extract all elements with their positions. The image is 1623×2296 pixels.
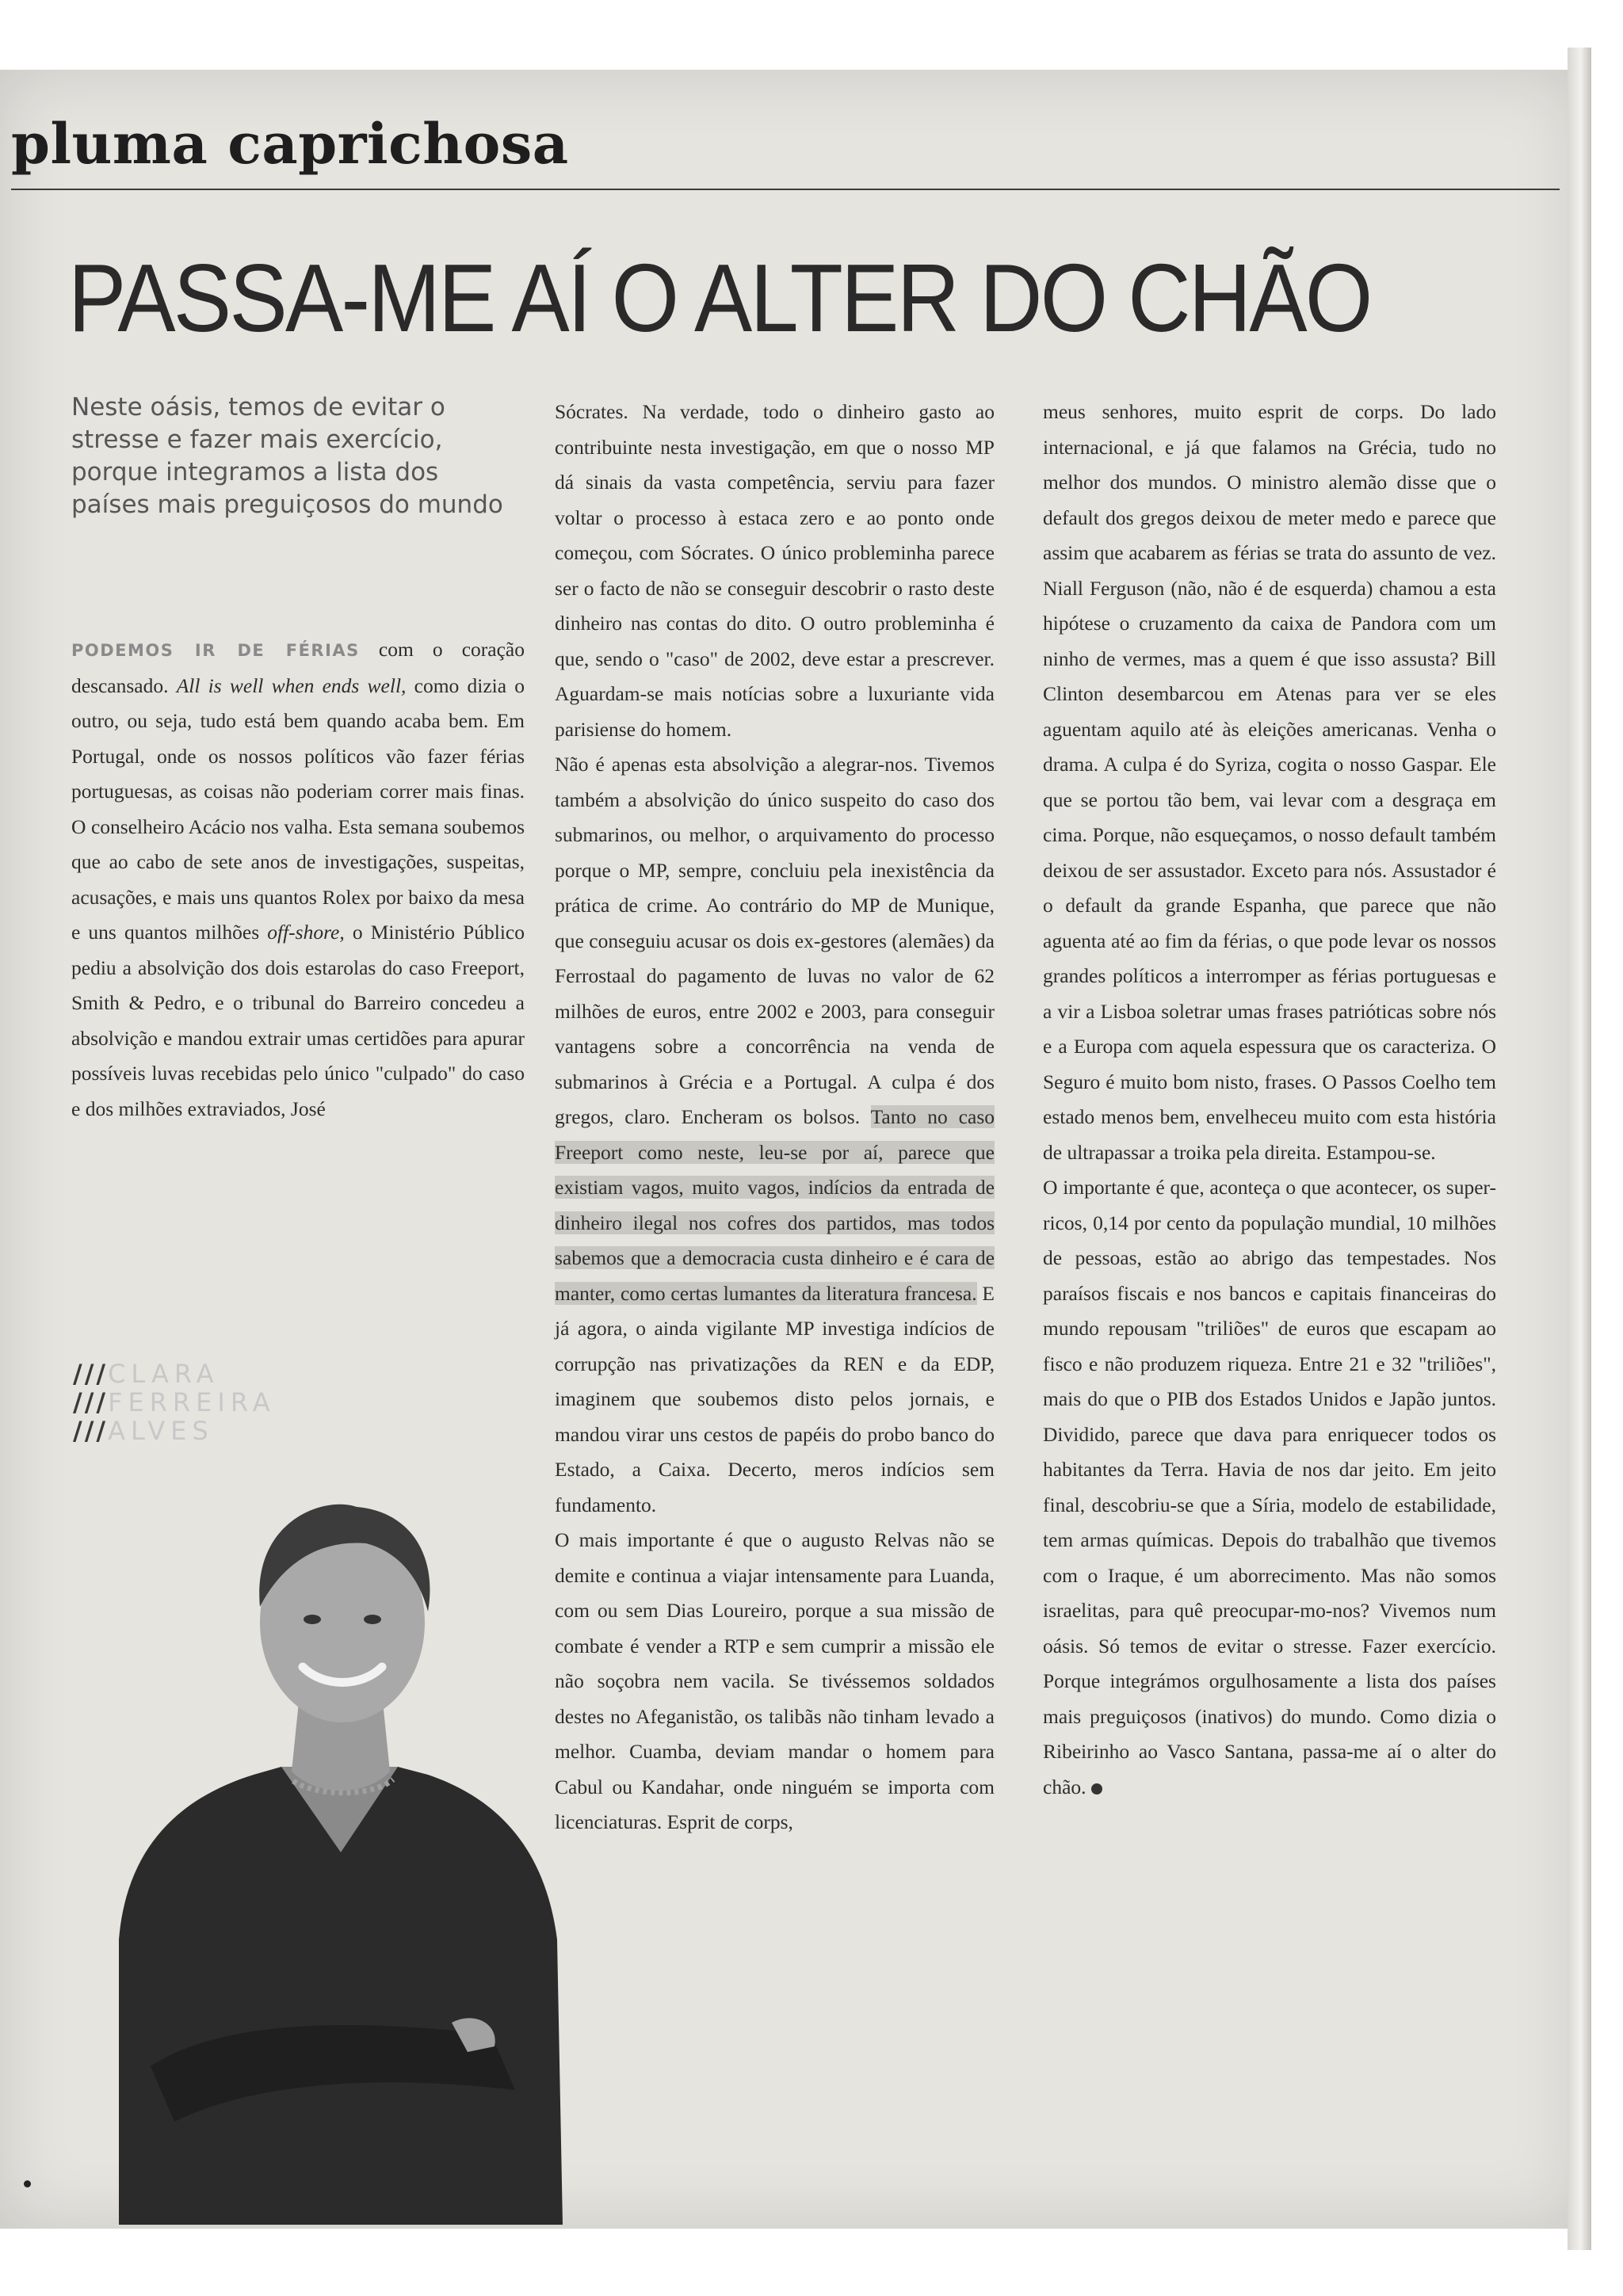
column-1: [71, 632, 525, 1329]
italic-text: off-shore,: [267, 921, 345, 944]
byline-line: [73, 1360, 276, 1388]
author-photo: [119, 1464, 563, 2225]
italic-text: All is well when ends well,: [176, 673, 407, 697]
text-run: o Ministério Público pediu a absolvição dos dois estarolas do caso Freeport, Smith & Pedro, e o tribunal do Barreiro concedeu a absolvição e mandou extrair umas certidões para apurar possíveis luvas recebidas pelo único "culpado" do caso e dos milhões extraviados, José: [71, 921, 525, 1120]
byline-slashes: ///: [73, 1359, 109, 1389]
column-3: [1043, 395, 1496, 2229]
drop-cap-text: PODEMOS IR DE FÉRIAS: [71, 641, 360, 660]
paragraph: Sócrates. Na verdade, todo o dinheiro gasto ao contribuinte nesta investigação, em que o nosso MP dá sinais da vasta competência, serviu para fazer voltar o processo à estaca zero e ao ponto onde começou, com Sócrates. O único probleminha parece ser o facto de não se conseguir descobrir o rasto deste dinheiro nas contas do dito. O outro probleminha é que, sendo o "caso" de 2002, deve estar a prescrever. Aguardam-se mais notícias sobre a luxuriante vida parisiense do homem.: [555, 400, 995, 741]
paragraph: [71, 632, 525, 1127]
paragraph: [1043, 1170, 1496, 1805]
lead-paragraph: Neste oásis, temos de evitar o stresse e fazer mais exercício, porque integramos a lista dos países mais preguiçosos do mundo: [71, 393, 503, 519]
author-byline: [73, 1360, 276, 1445]
byline-line: [73, 1417, 276, 1445]
text-run: com o coração descansado.: [71, 638, 525, 697]
author-name: FERREIRA: [108, 1387, 276, 1417]
scanned-page: [0, 70, 1586, 2229]
byline-slashes: ///: [73, 1416, 109, 1446]
section-header: [11, 103, 1560, 190]
author-name: ALVES: [108, 1416, 214, 1446]
author-name: CLARA: [108, 1359, 220, 1389]
byline-slashes: ///: [73, 1387, 109, 1417]
text-run: Não é apenas esta absolvição a alegrar-nos. Tivemos também a absolvição do único suspeito do caso dos submarinos, ou melhor, o arquivamento do processo porque o MP, sempre, concluiu pela inexistência da prática de crime. Ao contrário do MP de Munique, que conseguiu acusar os dois ex-gestores (alemães) da Ferrostaal do pagamento de luvas no valor de 62 milhões de euros, entre 2002 e 2003, para conseguir vantagens sobre a concorrência na venda de submarinos à Grécia e a Portugal. A culpa é dos gregos, claro. Encheram os bolsos.: [555, 753, 995, 1128]
scan-speck: [24, 2180, 31, 2187]
paragraph: [555, 747, 995, 1523]
text-run: E já agora, o ainda vigilante MP investiga indícios de corrupção nas privatizações da REN e da EDP, imaginem que soubemos disto pelos jornais, e mandou virar uns cestos de papéis do probo banco do Estado, a Caixa. Decerto, meros indícios sem fundamento.: [555, 1281, 995, 1516]
paragraph: meus senhores, muito esprit de corps. Do lado internacional, e já que falamos na Grécia, tudo no melhor dos mundos. O ministro alemão disse que o default dos gregos deixou de meter medo e parece que assim que acabarem as férias se trata do assunto de vez. Niall Ferguson (não, não é de esquerda) chamou a esta hipótese o cruzamento da caixa de Pandora com um ninho de vermes, mas a quem é que isso assusta? Bill Clinton desembarcou em Atenas para ver se eles aguentam aquilo até às eleições americanas. Venha o drama. A culpa é do Syriza, cogita o nosso Gaspar. Ele que se portou tão bem, vai levar com a desgraça em cima. Porque, não esqueçamos, o nosso default também deixou de ser assustador. Exceto para nós. Assustador é o default da grande Espanha, que parece que não aguenta até ao fim da férias, o que pode levar os nossos grandes políticos a interromper as férias portuguesas e a vir a Lisboa soletrar umas frases patrióticas sobre nós e a Europa com aquela espessura que os caracteriza. O Seguro é muito bom nisto, frases. O Passos Coelho tem estado menos bem, envelheceu muito com esta história de ultrapassar a troika pela direita. Estampou-se.: [1043, 400, 1496, 1164]
column-2: [555, 395, 995, 2201]
end-of-article-icon: [1091, 1783, 1102, 1794]
headline: PASSA-ME AÍ O ALTER DO CHÃO: [68, 244, 1371, 352]
page-edge: [1568, 48, 1591, 2250]
text-run: O importante é que, aconteça o que acontecer, os super-ricos, 0,14 por cento da população mundial, 10 milhões de pessoas, estão ao abrigo das tempestades. Nos paraísos fiscais e nos bancos e capitais financeiras do mundo repousam "triliões" de euros que escapam ao fisco e não produzem riqueza. Entre 21 e 32 "triliões", mais do que o PIB dos Estados Unidos e Japão juntos. Dividido, parece que dava para enriquecer todos os habitantes da Terra. Havia de nos dar jeito. Em jeito final, descobriu-se que a Síria, modelo de estabilidade, tem armas químicas. Depois do trabalhão que tivemos com o Iraque, é um aborrecimento. Mas não somos israelitas, para quê preocupar-mo-nos? Vivemos num oásis. Só temos de evitar o stresse. Fazer exercício. Porque integrámos orgulhosamente a lista dos países mais preguiçosos (inativos) do mundo. Como dizia o Ribeirinho ao Vasco Santana, passa-me aí o alter do chão.: [1043, 1176, 1496, 1798]
highlighted-passage: Tanto no caso Freeport como neste, leu-se por aí, parece que existiam vagos, muito vagos, indícios da entrada de dinheiro ilegal nos cofres dos partidos, mas todos sabemos que a democracia custa dinheiro e é cara de manter, como certas lumantes da literatura francesa.: [555, 1105, 995, 1305]
byline-line: [73, 1388, 276, 1417]
paragraph: O mais importante é que o augusto Relvas não se demite e continua a viajar intensamente para Luanda, com ou sem Dias Loureiro, porque a sua missão de combate é vender a RTP e sem cumprir a missão ele não soçobra nem vacila. Se tivéssemos soldados destes no Afeganistão, os talibãs não tinham levado a melhor. Cuamba, deviam mandar o homem para Cabul ou Kandahar, onde ninguém se importa com licenciaturas. Esprit de corps,: [555, 1528, 995, 1833]
section-title: pluma caprichosa: [11, 111, 569, 177]
text-run: como dizia o outro, ou seja, tudo está bem quando acaba bem. Em Portugal, onde os nossos políticos vão fazer férias portuguesas, as coisas não poderiam correr mais finas. O conselheiro Acácio nos valha. Esta semana soubemos que ao cabo de sete anos de investigações, suspeitas, acusações, e mais uns quantos Rolex por baixo da mesa e uns quantos milhões: [71, 673, 525, 944]
